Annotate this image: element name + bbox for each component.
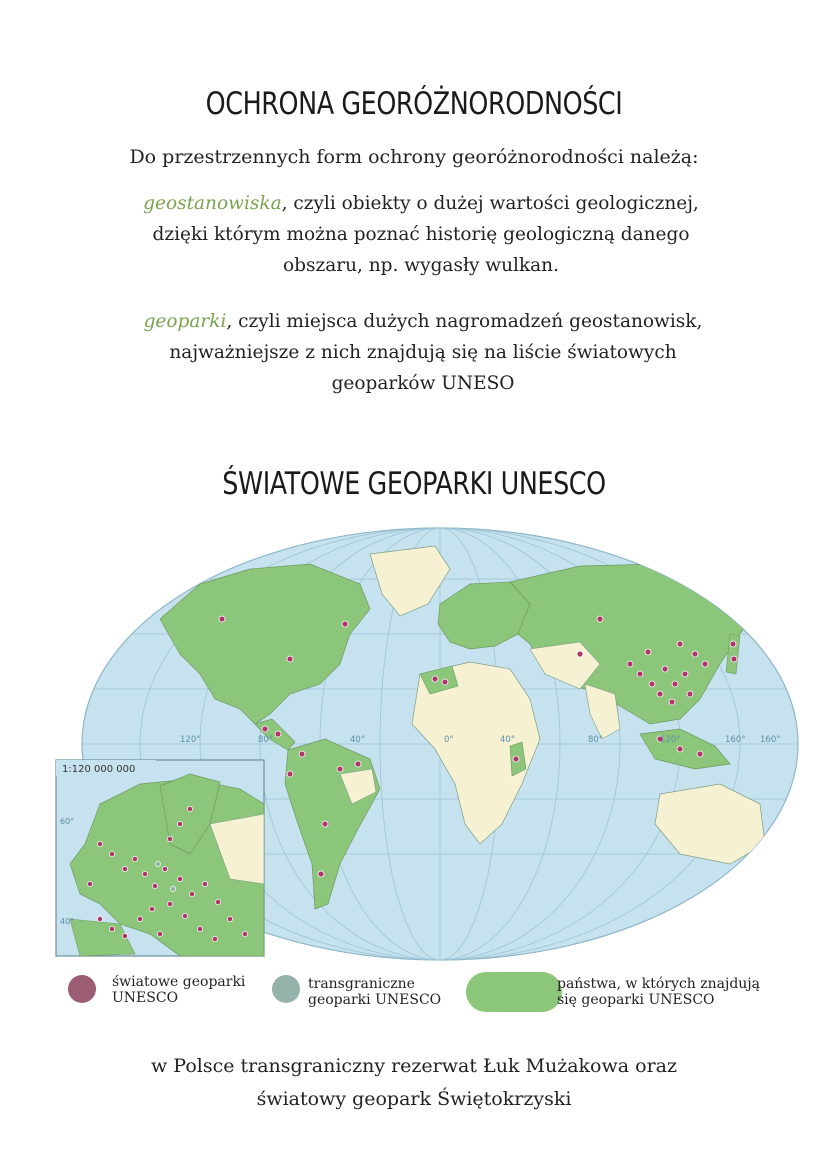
definition-line: dzięki którym można poznać historię geologiczną danego bbox=[152, 224, 690, 245]
intro-text: Do przestrzennych form ochrony georóżnorodności należą: bbox=[129, 146, 699, 168]
world-geoparks-map bbox=[40, 524, 800, 964]
section-title: ŚWIATOWE GEOPARKI UNESCO bbox=[222, 466, 606, 502]
legend-line: geoparki UNESCO bbox=[308, 992, 442, 1008]
page-title: OCHRONA GEORÓŻNORODNOŚCI bbox=[205, 86, 623, 122]
definition-line: , czyli obiekty o dużej wartości geologicznej, bbox=[281, 193, 699, 214]
inset-scale: 1:120 000 000 bbox=[62, 764, 136, 775]
definition-line: obszaru, np. wygasły wulkan. bbox=[283, 255, 559, 276]
grid-label: 80° bbox=[258, 735, 274, 745]
inset-lat-label: 40° bbox=[60, 917, 75, 926]
legend-transboundary-label bbox=[308, 976, 441, 1008]
grid-label: 0° bbox=[444, 735, 454, 745]
europe-inset bbox=[56, 760, 264, 956]
new-zealand bbox=[780, 854, 795, 879]
footer-line: w Polsce transgraniczny rezerwat Łuk Mużakowa oraz bbox=[151, 1055, 677, 1077]
definition-geoparki bbox=[0, 306, 828, 399]
term-geoparki: geoparki bbox=[143, 311, 227, 332]
definition-geostanowiska bbox=[0, 188, 828, 281]
grid-label: 80° bbox=[588, 735, 604, 745]
grid-label: 40° bbox=[500, 735, 516, 745]
legend-line: światowe geoparki bbox=[112, 974, 246, 990]
footer-note bbox=[0, 1050, 828, 1116]
grid-label: 40° bbox=[350, 735, 366, 745]
definition-line: geoparków UNESO bbox=[331, 373, 515, 394]
inset-lat-label: 60° bbox=[60, 817, 75, 826]
legend-line: UNESCO bbox=[112, 990, 179, 1006]
grid-label: 120° bbox=[660, 735, 681, 745]
grid-label: 160° bbox=[760, 735, 781, 745]
legend-country-label bbox=[557, 976, 760, 1008]
grid-label: 120° bbox=[180, 735, 201, 745]
grid-label: 160° bbox=[725, 735, 746, 745]
legend-transboundary-icon bbox=[272, 975, 300, 1003]
definition-line: , czyli miejsca dużych nagromadzeń geostanowisk, bbox=[226, 311, 703, 332]
legend-country-icon bbox=[466, 972, 562, 1012]
legend-geopark-label bbox=[112, 974, 245, 1006]
definition-line: najważniejsze z nich znajdują się na liście światowych bbox=[169, 342, 677, 363]
footer-line: światowy geopark Świętokrzyski bbox=[256, 1088, 572, 1110]
legend-geopark-icon bbox=[68, 975, 96, 1003]
legend-line: się geoparki UNESCO bbox=[557, 992, 715, 1008]
legend-line: transgraniczne bbox=[308, 976, 415, 992]
legend-line: państwa, w których znajdują bbox=[557, 976, 760, 992]
term-geostanowiska: geostanowiska bbox=[143, 193, 282, 214]
